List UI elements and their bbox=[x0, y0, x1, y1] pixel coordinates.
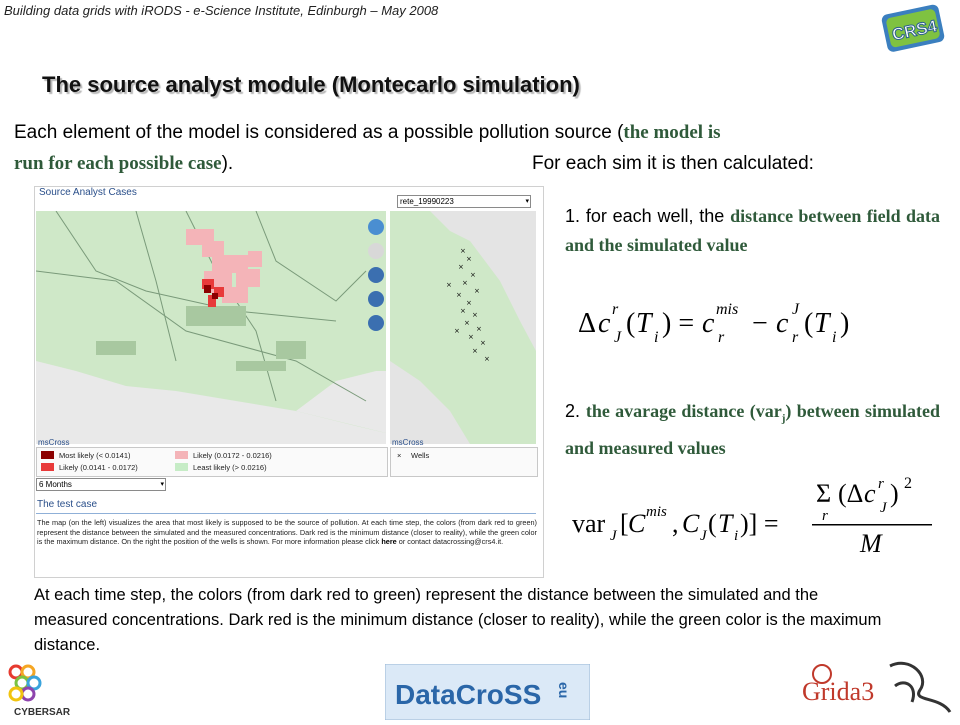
svg-text:C: C bbox=[628, 509, 646, 538]
cybersar-logo bbox=[8, 664, 118, 718]
intro-line-2 bbox=[14, 153, 233, 175]
svg-text:J: J bbox=[792, 301, 800, 318]
header-caption: Building data grids with iRODS - e-Science Institute, Edinburgh – May 2008 bbox=[4, 3, 439, 18]
formula-delta-c bbox=[574, 296, 894, 348]
svg-text:r: r bbox=[878, 476, 884, 492]
svg-text:×: × bbox=[480, 339, 486, 347]
left-panel-label: msCross bbox=[38, 438, 70, 447]
svg-text:,: , bbox=[672, 509, 679, 538]
svg-text:×: × bbox=[474, 287, 480, 295]
svg-text:r: r bbox=[822, 508, 828, 524]
svg-text:2: 2 bbox=[904, 476, 912, 492]
svg-text:J: J bbox=[614, 329, 622, 346]
crs4-logo-text: CRS4 bbox=[890, 16, 939, 45]
svg-text:×: × bbox=[472, 347, 478, 355]
intro-emphasis-1: the model is bbox=[623, 122, 721, 143]
svg-text:(Δ: (Δ bbox=[838, 479, 864, 508]
legend-swatch-3 bbox=[175, 451, 188, 459]
svg-text:Σ: Σ bbox=[816, 479, 832, 508]
chevron-down-icon: ▾ bbox=[160, 481, 164, 488]
svg-text:i: i bbox=[654, 329, 659, 346]
svg-text:)] =: )] = bbox=[740, 509, 779, 538]
svg-text:T: T bbox=[636, 308, 652, 339]
svg-text:×: × bbox=[462, 279, 468, 287]
svg-text:mis: mis bbox=[716, 301, 739, 318]
svg-text:J: J bbox=[700, 528, 707, 544]
step-1 bbox=[565, 202, 940, 260]
step-1-emphasis: distance between field data and the simulated value bbox=[565, 206, 940, 255]
wells-label: Wells bbox=[411, 451, 430, 460]
svg-text:c: c bbox=[776, 308, 789, 339]
svg-text:mis: mis bbox=[646, 504, 667, 520]
divider bbox=[36, 513, 536, 514]
step-2-emphasis-b: ) between simulated and measured values bbox=[565, 401, 940, 458]
svg-text:r: r bbox=[718, 329, 725, 346]
svg-text:C: C bbox=[682, 509, 700, 538]
intro-right-text: For each sim it is then calculated: bbox=[532, 153, 814, 174]
grida3-logo bbox=[800, 656, 956, 718]
svg-text:×: × bbox=[470, 271, 476, 279]
bottom-paragraph: At each time step, the colors (from dark red to green) represent the distance between the simulated and the measured concentrations. Dark red is the minimum distance (closer to reality), while the green color is the maximum distance. bbox=[34, 586, 882, 654]
intro-plain: Each element of the model is considered as a possible pollution source ( bbox=[14, 122, 624, 143]
zoom-in-icon[interactable] bbox=[368, 267, 384, 283]
svg-text:): ) bbox=[840, 308, 850, 339]
well-marker-icon: × bbox=[397, 451, 402, 460]
zoom-out-icon[interactable] bbox=[368, 315, 384, 331]
svg-text:c: c bbox=[598, 308, 611, 339]
svg-text:J: J bbox=[880, 500, 887, 516]
svg-text:T: T bbox=[814, 308, 830, 339]
step-2-subscript: j bbox=[781, 412, 786, 425]
intro-end: ). bbox=[221, 153, 234, 174]
svg-text:×: × bbox=[460, 307, 466, 315]
svg-text:×: × bbox=[458, 263, 464, 271]
chevron-down-icon: ▾ bbox=[525, 198, 529, 205]
test-case-tail: or contact bbox=[398, 537, 431, 547]
map-tools bbox=[368, 219, 384, 331]
zoom-box-icon[interactable] bbox=[368, 291, 384, 307]
svg-text:i: i bbox=[734, 528, 739, 544]
legend-label-1: Most likely (< 0.0141) bbox=[59, 451, 131, 460]
app-title: Source Analyst Cases bbox=[39, 187, 137, 198]
cybersar-logo-text: CYBERSAR bbox=[14, 707, 71, 718]
svg-text:(: ( bbox=[804, 308, 814, 339]
svg-text:c: c bbox=[702, 308, 715, 339]
test-case-end: . bbox=[501, 537, 504, 547]
globe-icon[interactable] bbox=[368, 219, 384, 235]
here-link[interactable]: here bbox=[381, 537, 397, 547]
case-select-value: rete_19990223 bbox=[400, 197, 454, 206]
svg-text:×: × bbox=[454, 327, 460, 335]
svg-text:×: × bbox=[468, 333, 474, 341]
svg-text:×: × bbox=[484, 355, 490, 363]
svg-text:r: r bbox=[792, 329, 799, 346]
right-panel-label: msCross bbox=[392, 438, 424, 447]
legend-label-2: Likely (0.0141 - 0.0172) bbox=[59, 463, 138, 472]
step-1-number: 1. bbox=[565, 206, 581, 226]
svg-text:−: − bbox=[752, 308, 768, 339]
svg-text:): ) bbox=[890, 479, 899, 508]
wells-legend-box bbox=[390, 447, 538, 477]
svg-text:×: × bbox=[476, 325, 482, 333]
svg-text:) =: ) = bbox=[662, 308, 695, 339]
test-case-title: The test case bbox=[37, 499, 98, 510]
svg-text:×: × bbox=[460, 247, 466, 255]
legend-swatch-4 bbox=[175, 463, 188, 471]
svg-text:×: × bbox=[464, 319, 470, 327]
svg-text:×: × bbox=[466, 255, 472, 263]
page-title: The source analyst module (Montecarlo simulation) bbox=[42, 72, 580, 97]
svg-text:Δ: Δ bbox=[578, 308, 597, 339]
svg-text:[: [ bbox=[620, 509, 629, 538]
svg-text:×: × bbox=[472, 311, 478, 319]
datacross-logo-suffix: eu bbox=[556, 682, 572, 699]
pan-hand-icon[interactable] bbox=[368, 243, 384, 259]
svg-text:J: J bbox=[610, 528, 617, 544]
datacross-logo-text: DataCroSS bbox=[395, 679, 542, 710]
svg-text:var: var bbox=[572, 509, 606, 538]
case-select[interactable] bbox=[397, 195, 531, 208]
svg-text:T: T bbox=[718, 509, 733, 538]
svg-text:r: r bbox=[612, 301, 619, 318]
svg-text:×: × bbox=[466, 299, 472, 307]
svg-text:×: × bbox=[446, 281, 452, 289]
grida3-logo-text: Grida3 bbox=[802, 677, 875, 706]
legend-swatch-1 bbox=[41, 451, 54, 459]
test-case-text: The map (on the left) visualizes the area that most likely is supposed to be the source of pollution. At each time step, the colors (from dark red to green) represent the distance between the simulated and the measured concentrations. Dark red is the minimum distance (closer to reality), while the green color is the maximum distance. On the right the position of the wells is shown. For more information please click bbox=[37, 518, 537, 547]
legend-label-4: Least likely (> 0.0216) bbox=[193, 463, 267, 472]
svg-text:×: × bbox=[456, 291, 462, 299]
svg-text:i: i bbox=[832, 329, 837, 346]
legend-swatch-2 bbox=[41, 463, 54, 471]
legend-label-3: Likely (0.0172 - 0.0216) bbox=[193, 451, 272, 460]
legend-box bbox=[36, 447, 388, 477]
crs4-logo bbox=[880, 3, 948, 53]
months-select-value: 6 Months bbox=[39, 480, 72, 489]
svg-text:(: ( bbox=[708, 509, 717, 538]
svg-text:M: M bbox=[860, 529, 882, 556]
source-analyst-app bbox=[34, 186, 544, 578]
step-2-emphasis-a: the avarage distance (var bbox=[585, 401, 782, 421]
test-case-paragraph bbox=[37, 518, 537, 547]
source-map[interactable] bbox=[36, 211, 386, 444]
datacross-logo bbox=[385, 664, 590, 720]
months-select[interactable] bbox=[36, 478, 166, 491]
step-1-lead: for each well, the bbox=[585, 206, 725, 226]
step-2-number: 2. bbox=[565, 401, 581, 421]
formula-variance bbox=[568, 476, 940, 556]
intro-line-1 bbox=[14, 122, 721, 144]
email-link[interactable]: datacrossing@crs4.it bbox=[432, 537, 502, 547]
wells-map[interactable] bbox=[390, 211, 536, 444]
svg-text:c: c bbox=[864, 479, 876, 508]
step-2 bbox=[565, 397, 940, 463]
intro-emphasis-2: run for each possible case bbox=[14, 153, 222, 174]
svg-text:(: ( bbox=[626, 308, 636, 339]
